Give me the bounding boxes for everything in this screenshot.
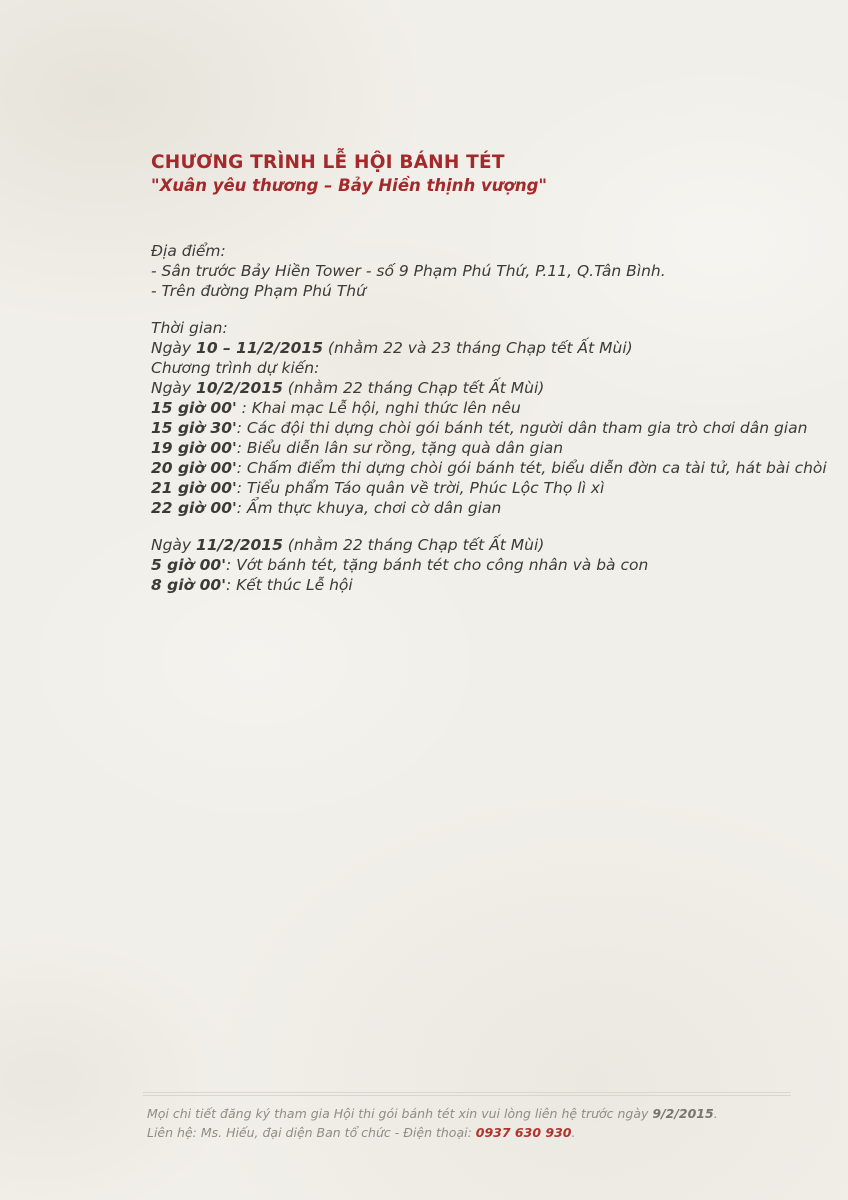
schedule-item: 5 giờ 00': Vớt bánh tét, tặng bánh tét cho công nhân và bà con bbox=[151, 556, 649, 574]
day2-date-line: Ngày 11/2/2015 (nhằm 22 tháng Chạp tết Ất Mùi) bbox=[151, 536, 545, 554]
location-line: - Sân trước Bảy Hiền Tower - số 9 Phạm Phú Thứ, P.11, Q.Tân Bình. bbox=[151, 262, 666, 280]
day1-date-line: Ngày 10/2/2015 (nhằm 22 tháng Chạp tết Ất Mùi) bbox=[151, 379, 545, 397]
schedule-item: 21 giờ 00': Tiểu phẩm Táo quân về trời, Phúc Lộc Thọ lì xì bbox=[151, 479, 605, 497]
footer-section bbox=[147, 1104, 718, 1142]
schedule-item: 19 giờ 00': Biểu diễn lân sư rồng, tặng quà dân gian bbox=[151, 439, 564, 457]
schedule-item: 15 giờ 30': Các đội thi dựng chòi gói bánh tét, người dân tham gia trò chơi dân gian bbox=[151, 419, 808, 437]
location-section bbox=[151, 241, 666, 301]
footer-note-line: Mọi chi tiết đăng ký tham gia Hội thi gói bánh tét xin vui lòng liên hệ trước ngày 9/2/2015. bbox=[147, 1106, 718, 1121]
schedule-item: 22 giờ 00': Ẩm thực khuya, chơi cờ dân gian bbox=[151, 499, 502, 517]
schedule-item: 20 giờ 00': Chấm điểm thi dựng chòi gói bánh tét, biểu diễn đờn ca tài tử, hát bài chòi bbox=[151, 459, 827, 477]
footer-divider bbox=[143, 1092, 791, 1096]
page-title: CHƯƠNG TRÌNH LỄ HỘI BÁNH TÉT bbox=[151, 152, 505, 173]
location-line: - Trên đường Phạm Phú Thứ bbox=[151, 282, 366, 300]
time-heading: Thời gian: bbox=[151, 319, 228, 337]
location-heading: Địa điểm: bbox=[151, 242, 226, 260]
header-section bbox=[151, 151, 547, 197]
schedule-item: 15 giờ 00' : Khai mạc Lễ hội, nghi thức lên nêu bbox=[151, 399, 521, 417]
schedule-item: 8 giờ 00': Kết thúc Lễ hội bbox=[151, 576, 353, 594]
date-range-line: Ngày 10 – 11/2/2015 (nhằm 22 và 23 tháng Chạp tết Ất Mùi) bbox=[151, 339, 633, 357]
page-subtitle: "Xuân yêu thương – Bảy Hiền thịnh vượng" bbox=[151, 176, 548, 195]
day2-section bbox=[151, 535, 648, 595]
footer-contact-line: Liên hệ: Ms. Hiếu, đại diện Ban tổ chức - Điện thoại: 0937 630 930. bbox=[147, 1125, 576, 1140]
plan-heading: Chương trình dự kiến: bbox=[151, 359, 320, 377]
schedule-section bbox=[151, 318, 827, 518]
